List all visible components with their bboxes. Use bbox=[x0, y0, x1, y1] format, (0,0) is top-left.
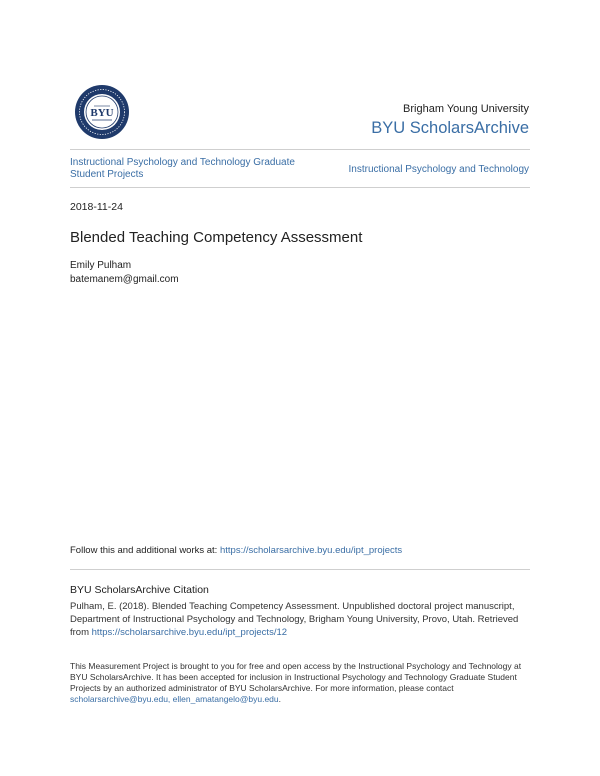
access-notice bbox=[70, 661, 530, 705]
notice-contact-link[interactable]: scholarsarchive@byu.edu, ellen_amatangelo@byu.edu bbox=[70, 694, 279, 704]
citation-text: Pulham, E. (2018). Blended Teaching Competency Assessment. Unpublished doctoral project manuscript, Department of Instructional Psychology and Technology, Brigham Young University, Provo, Utah. Retrieved from bbox=[70, 601, 519, 638]
document-title: Blended Teaching Competency Assessment bbox=[70, 229, 363, 246]
collection-link-department[interactable]: Instructional Psychology and Technology bbox=[348, 164, 529, 175]
follow-url-link[interactable]: https://scholarsarchive.byu.edu/ipt_projects bbox=[219, 545, 403, 556]
byu-seal-logo bbox=[74, 84, 130, 140]
citation-heading: BYU ScholarsArchive Citation bbox=[70, 584, 209, 596]
follow-label: Follow this and additional works at: bbox=[70, 545, 220, 556]
citation-url-link[interactable]: https://scholarsarchive.byu.edu/ipt_projects/12 bbox=[91, 627, 288, 638]
seal-text: BYU bbox=[90, 107, 114, 119]
university-name: Brigham Young University bbox=[403, 103, 529, 115]
author-name: Emily Pulham bbox=[70, 260, 132, 271]
collection-link-graduate-projects[interactable]: Instructional Psychology and Technology Graduate Student Projects bbox=[70, 157, 295, 180]
notice-text: This Measurement Project is brought to you for free and open access by the Instructional Psychology and Technology at BYU ScholarsArchive. It has been accepted for inclusion in Instructional Psychology and Technology Graduate Student Projects by an authorized administrator of BYU ScholarsArchive. For more information, please contact bbox=[70, 661, 522, 693]
header-divider bbox=[70, 149, 530, 150]
citation-body bbox=[70, 600, 530, 639]
collections-divider bbox=[70, 187, 530, 188]
follow-divider bbox=[70, 569, 530, 570]
publication-date: 2018-11-24 bbox=[70, 201, 123, 213]
notice-end: . bbox=[278, 694, 282, 704]
archive-name-link[interactable]: BYU ScholarsArchive bbox=[371, 119, 529, 137]
follow-line bbox=[70, 545, 402, 556]
author-email: batemanem@gmail.com bbox=[70, 274, 179, 285]
